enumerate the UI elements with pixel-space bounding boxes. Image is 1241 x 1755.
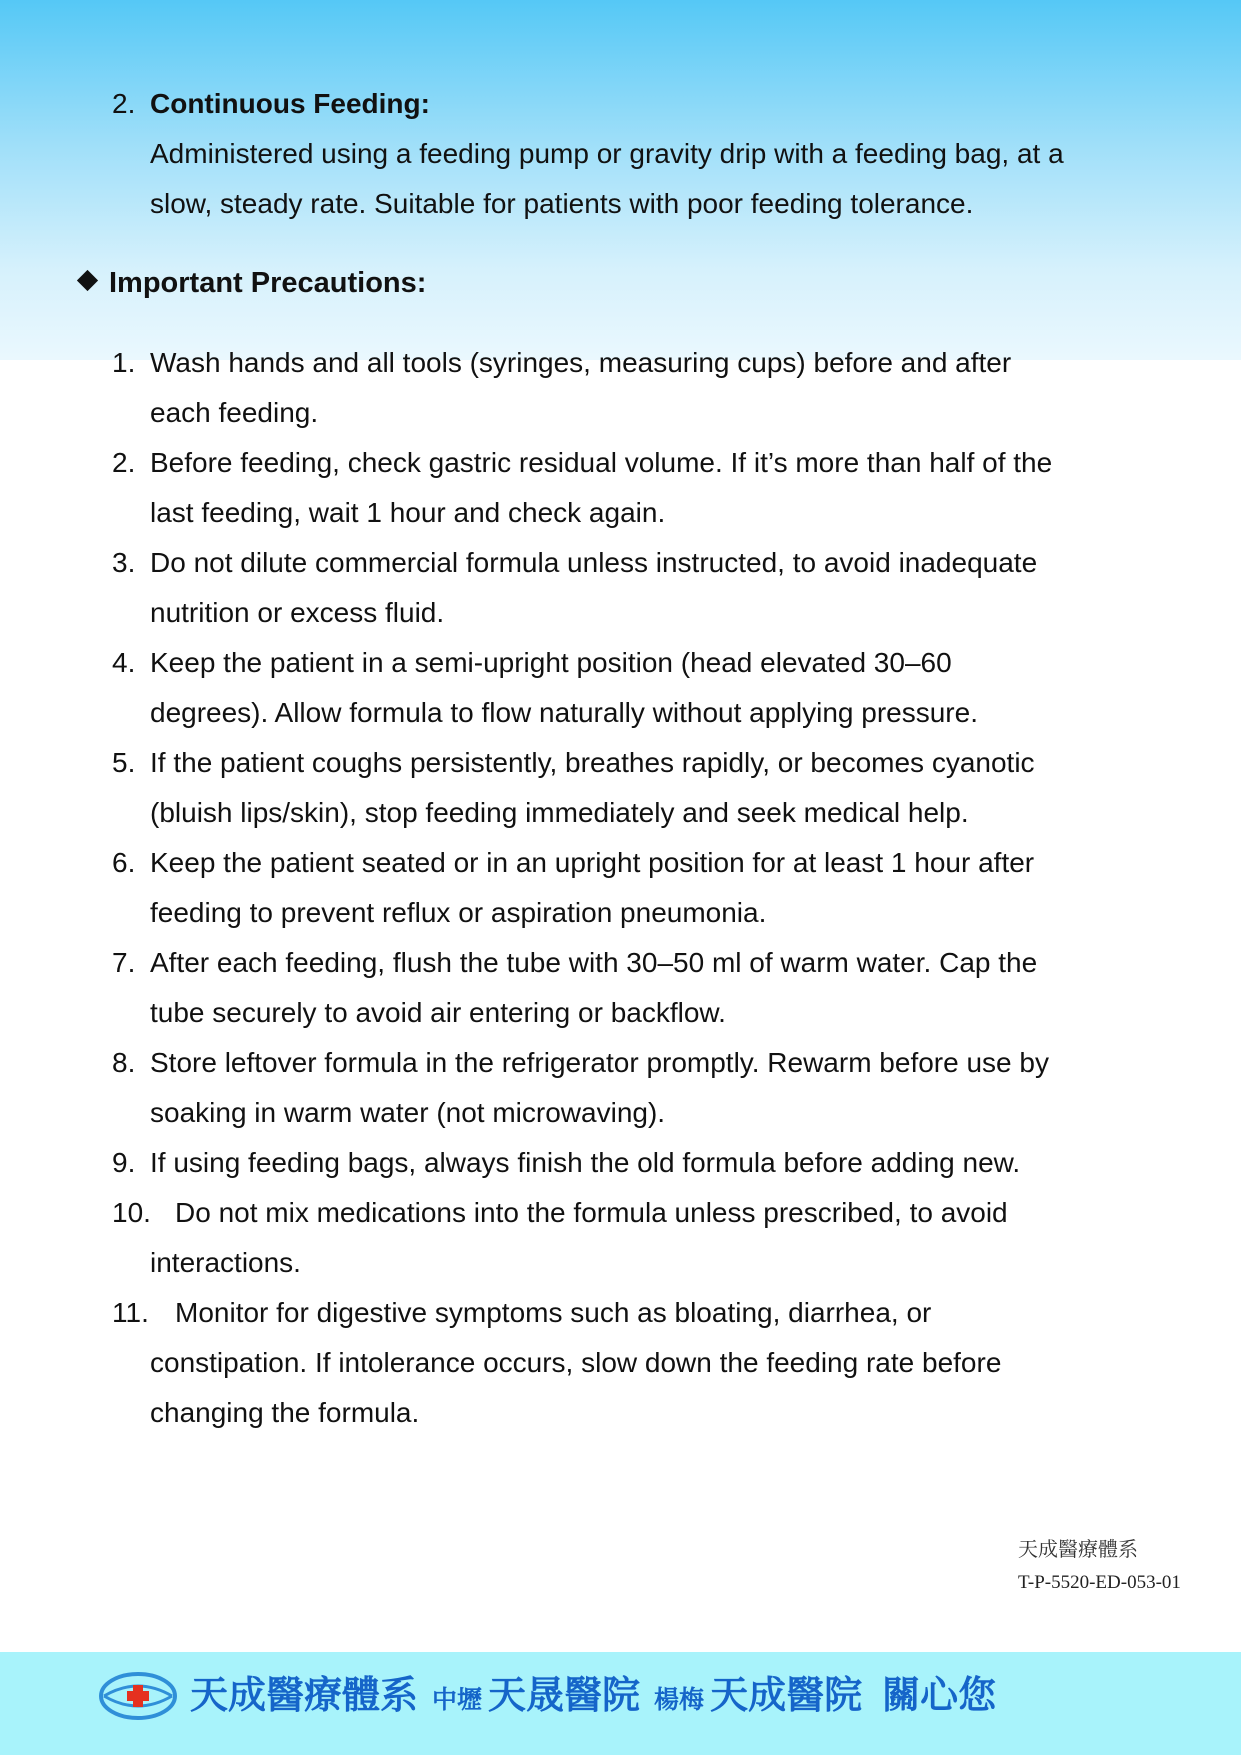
footer-hospital-2: 天成醫院 xyxy=(710,1673,863,1717)
list-number: 2. xyxy=(112,88,136,119)
document-code: T-P-5520-ED-053-01 xyxy=(1018,1572,1181,1593)
list-number: 1. xyxy=(112,347,136,378)
list-number: 6. xyxy=(112,847,136,878)
list-text: interactions. xyxy=(150,1247,301,1278)
list-text: Keep the patient seated or in an upright position for at least 1 hour after xyxy=(150,847,1035,878)
list-text: Wash hands and all tools (syringes, measuring cups) before and after xyxy=(150,347,1012,378)
list-number: 5. xyxy=(112,747,136,778)
list-text: Before feeding, check gastric residual volume. If it’s more than half of the xyxy=(150,447,1053,478)
footer-system-name: 天成醫療體系 xyxy=(190,1673,419,1717)
list-number: 2. xyxy=(112,447,136,478)
list-text: Store leftover formula in the refrigerator promptly. Rewarm before use by xyxy=(150,1047,1049,1078)
organization-name: 天成醫療體系 xyxy=(1018,1537,1138,1561)
list-text: each feeding. xyxy=(150,397,319,428)
list-text: Do not dilute commercial formula unless instructed, to avoid inadequate xyxy=(150,547,1038,578)
precautions-heading xyxy=(78,258,426,308)
list-text: soaking in warm water (not microwaving). xyxy=(150,1097,666,1128)
footer-banner-text xyxy=(190,1664,996,1719)
footer-slogan: 關心您 xyxy=(882,1673,997,1717)
list-number: 9. xyxy=(112,1147,136,1178)
footer-location-1: 中壢 xyxy=(432,1685,483,1714)
list-number: 7. xyxy=(112,947,136,978)
list-text: After each feeding, flush the tube with 30–50 ml of warm water. Cap the xyxy=(150,947,1038,978)
footer-hospital-1: 天晟醫院 xyxy=(488,1673,641,1717)
continuous-feeding-line-2: slow, steady rate. Suitable for patients with poor feeding tolerance. xyxy=(150,188,974,219)
list-text: feeding to prevent reflux or aspiration pneumonia. xyxy=(150,897,767,928)
list-number: 8. xyxy=(112,1047,136,1078)
list-text: last feeding, wait 1 hour and check again. xyxy=(150,497,666,528)
list-number: 10. xyxy=(112,1197,151,1228)
list-text: Monitor for digestive symptoms such as bloating, diarrhea, or xyxy=(175,1297,932,1328)
continuous-feeding-title: Continuous Feeding: xyxy=(150,88,430,119)
list-text: If the patient coughs persistently, breathes rapidly, or becomes cyanotic xyxy=(150,747,1035,778)
list-text: tube securely to avoid air entering or backflow. xyxy=(150,997,726,1028)
hospital-logo-icon xyxy=(98,1670,178,1722)
continuous-feeding-line-1: Administered using a feeding pump or gravity drip with a feeding bag, at a xyxy=(150,138,1064,169)
precautions-heading-text: Important Precautions: xyxy=(109,267,427,299)
list-number: 4. xyxy=(112,647,136,678)
list-text: Do not mix medications into the formula unless prescribed, to avoid xyxy=(175,1197,1008,1228)
list-text: constipation. If intolerance occurs, slow down the feeding rate before xyxy=(150,1347,1002,1378)
list-text: degrees). Allow formula to flow naturally without applying pressure. xyxy=(150,697,978,728)
list-text: changing the formula. xyxy=(150,1397,420,1428)
list-text: (bluish lips/skin), stop feeding immediately and seek medical help. xyxy=(150,797,969,828)
list-text: nutrition or excess fluid. xyxy=(150,597,445,628)
list-text: If using feeding bags, always finish the old formula before adding new. xyxy=(150,1147,1021,1178)
diamond-bullet-icon xyxy=(77,270,98,291)
list-number: 3. xyxy=(112,547,136,578)
list-number: 11. xyxy=(112,1297,149,1328)
list-text: Keep the patient in a semi-upright position (head elevated 30–60 xyxy=(150,647,952,678)
footer-location-2: 楊梅 xyxy=(654,1685,705,1714)
